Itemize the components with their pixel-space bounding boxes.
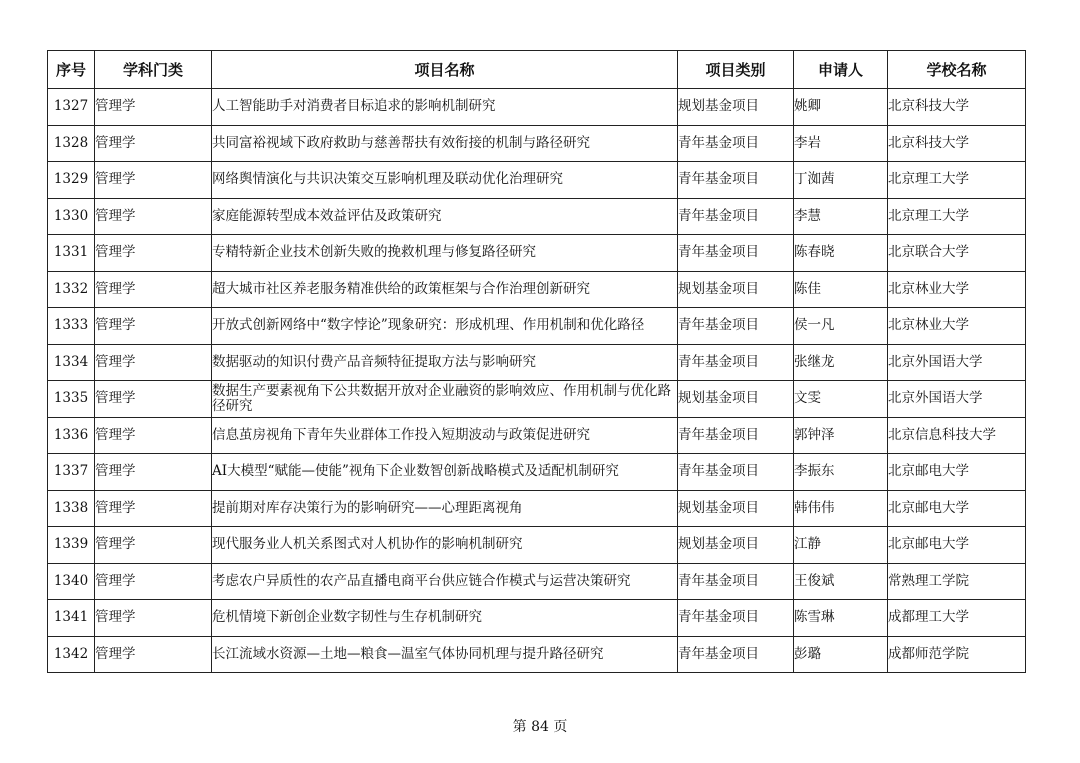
row-number: 1331	[48, 235, 95, 272]
project-title-cell: 专精特新企业技术创新失败的挽救机理与修复路径研究	[212, 235, 678, 272]
row-number: 1339	[48, 527, 95, 564]
project-type-cell: 规划基金项目	[678, 527, 794, 564]
project-type-cell: 青年基金项目	[678, 162, 794, 199]
applicant-cell: 姚卿	[794, 89, 888, 126]
project-title-cell: 数据生产要素视角下公共数据开放对企业融资的影响效应、作用机制与优化路径研究	[212, 381, 678, 418]
project-type-cell: 规划基金项目	[678, 490, 794, 527]
col-header-type: 项目类别	[678, 51, 794, 89]
applicant-cell: 江静	[794, 527, 888, 564]
project-title-cell: 家庭能源转型成本效益评估及政策研究	[212, 198, 678, 235]
table-row	[48, 527, 1026, 564]
discipline-cell: 管理学	[95, 198, 212, 235]
row-number: 1332	[48, 271, 95, 308]
project-title-cell: 信息茧房视角下青年失业群体工作投入短期波动与政策促进研究	[212, 417, 678, 454]
applicant-cell: 侯一凡	[794, 308, 888, 345]
school-cell: 北京联合大学	[888, 235, 1026, 272]
project-title-cell: 网络舆情演化与共识决策交互影响机理及联动优化治理研究	[212, 162, 678, 199]
row-number: 1327	[48, 89, 95, 126]
row-number: 1338	[48, 490, 95, 527]
project-type-cell: 青年基金项目	[678, 344, 794, 381]
project-title-cell: 提前期对库存决策行为的影响研究——心理距离视角	[212, 490, 678, 527]
discipline-cell: 管理学	[95, 344, 212, 381]
school-cell: 北京林业大学	[888, 308, 1026, 345]
applicant-cell: 陈春晓	[794, 235, 888, 272]
discipline-cell: 管理学	[95, 563, 212, 600]
row-number: 1334	[48, 344, 95, 381]
discipline-cell: 管理学	[95, 162, 212, 199]
applicant-cell: 陈佳	[794, 271, 888, 308]
school-cell: 成都理工大学	[888, 600, 1026, 637]
project-type-cell: 青年基金项目	[678, 636, 794, 673]
col-header-discipline: 学科门类	[95, 51, 212, 89]
project-title-cell: 数据驱动的知识付费产品音频特征提取方法与影响研究	[212, 344, 678, 381]
applicant-cell: 郭钟泽	[794, 417, 888, 454]
applicant-cell: 陈雪琳	[794, 600, 888, 637]
school-cell: 成都师范学院	[888, 636, 1026, 673]
applicant-cell: 张继龙	[794, 344, 888, 381]
project-type-cell: 规划基金项目	[678, 381, 794, 418]
school-cell: 北京林业大学	[888, 271, 1026, 308]
discipline-cell: 管理学	[95, 527, 212, 564]
discipline-cell: 管理学	[95, 381, 212, 418]
discipline-cell: 管理学	[95, 235, 212, 272]
project-type-cell: 青年基金项目	[678, 600, 794, 637]
project-title-cell: 开放式创新网络中“数字悖论”现象研究：形成机理、作用机制和优化路径	[212, 308, 678, 345]
school-cell: 北京邮电大学	[888, 454, 1026, 491]
col-header-no: 序号	[48, 51, 95, 89]
table-row	[48, 198, 1026, 235]
row-number: 1340	[48, 563, 95, 600]
project-title-cell: 危机情境下新创企业数字韧性与生存机制研究	[212, 600, 678, 637]
table-row	[48, 454, 1026, 491]
project-type-cell: 青年基金项目	[678, 417, 794, 454]
applicant-cell: 李岩	[794, 125, 888, 162]
row-number: 1328	[48, 125, 95, 162]
row-number: 1341	[48, 600, 95, 637]
project-title-cell: AI大模型“赋能—使能”视角下企业数智创新战略模式及适配机制研究	[212, 454, 678, 491]
school-cell: 北京科技大学	[888, 125, 1026, 162]
table-row	[48, 344, 1026, 381]
project-type-cell: 青年基金项目	[678, 308, 794, 345]
table-row	[48, 636, 1026, 673]
row-number: 1329	[48, 162, 95, 199]
school-cell: 常熟理工学院	[888, 563, 1026, 600]
row-number: 1342	[48, 636, 95, 673]
page-number: 第 84 页	[512, 719, 568, 735]
project-title-cell: 长江流域水资源—土地—粮食—温室气体协同机理与提升路径研究	[212, 636, 678, 673]
row-number: 1335	[48, 381, 95, 418]
row-number: 1337	[48, 454, 95, 491]
discipline-cell: 管理学	[95, 490, 212, 527]
school-cell: 北京邮电大学	[888, 490, 1026, 527]
table-row	[48, 417, 1026, 454]
discipline-cell: 管理学	[95, 417, 212, 454]
project-type-cell: 青年基金项目	[678, 454, 794, 491]
project-title-cell: 考虑农户异质性的农产品直播电商平台供应链合作模式与运营决策研究	[212, 563, 678, 600]
applicant-cell: 李振东	[794, 454, 888, 491]
school-cell: 北京科技大学	[888, 89, 1026, 126]
applicant-cell: 李慧	[794, 198, 888, 235]
table-body	[48, 89, 1026, 673]
project-type-cell: 规划基金项目	[678, 271, 794, 308]
applicant-cell: 文雯	[794, 381, 888, 418]
project-type-cell: 青年基金项目	[678, 198, 794, 235]
table-row	[48, 600, 1026, 637]
project-type-cell: 青年基金项目	[678, 235, 794, 272]
school-cell: 北京邮电大学	[888, 527, 1026, 564]
project-table	[47, 50, 1026, 673]
table-row	[48, 89, 1026, 126]
table-row	[48, 235, 1026, 272]
discipline-cell: 管理学	[95, 271, 212, 308]
applicant-cell: 韩伟伟	[794, 490, 888, 527]
discipline-cell: 管理学	[95, 600, 212, 637]
table-row	[48, 125, 1026, 162]
row-number: 1333	[48, 308, 95, 345]
col-header-title: 项目名称	[212, 51, 678, 89]
school-cell: 北京信息科技大学	[888, 417, 1026, 454]
school-cell: 北京外国语大学	[888, 381, 1026, 418]
applicant-cell: 王俊斌	[794, 563, 888, 600]
discipline-cell: 管理学	[95, 454, 212, 491]
table-row	[48, 162, 1026, 199]
col-header-school: 学校名称	[888, 51, 1026, 89]
applicant-cell: 丁洳茜	[794, 162, 888, 199]
table-row	[48, 381, 1026, 418]
project-title-cell: 共同富裕视域下政府救助与慈善帮扶有效衔接的机制与路径研究	[212, 125, 678, 162]
project-title-cell: 人工智能助手对消费者目标追求的影响机制研究	[212, 89, 678, 126]
table-header-row	[48, 51, 1026, 89]
school-cell: 北京理工大学	[888, 162, 1026, 199]
table-row	[48, 271, 1026, 308]
project-title-cell: 现代服务业人机关系图式对人机协作的影响机制研究	[212, 527, 678, 564]
discipline-cell: 管理学	[95, 89, 212, 126]
discipline-cell: 管理学	[95, 308, 212, 345]
discipline-cell: 管理学	[95, 636, 212, 673]
col-header-applicant: 申请人	[794, 51, 888, 89]
table-row	[48, 563, 1026, 600]
row-number: 1336	[48, 417, 95, 454]
applicant-cell: 彭璐	[794, 636, 888, 673]
row-number: 1330	[48, 198, 95, 235]
discipline-cell: 管理学	[95, 125, 212, 162]
school-cell: 北京理工大学	[888, 198, 1026, 235]
project-title-cell: 超大城市社区养老服务精准供给的政策框架与合作治理创新研究	[212, 271, 678, 308]
table-row	[48, 490, 1026, 527]
school-cell: 北京外国语大学	[888, 344, 1026, 381]
project-type-cell: 青年基金项目	[678, 563, 794, 600]
project-type-cell: 青年基金项目	[678, 125, 794, 162]
project-type-cell: 规划基金项目	[678, 89, 794, 126]
table-row	[48, 308, 1026, 345]
